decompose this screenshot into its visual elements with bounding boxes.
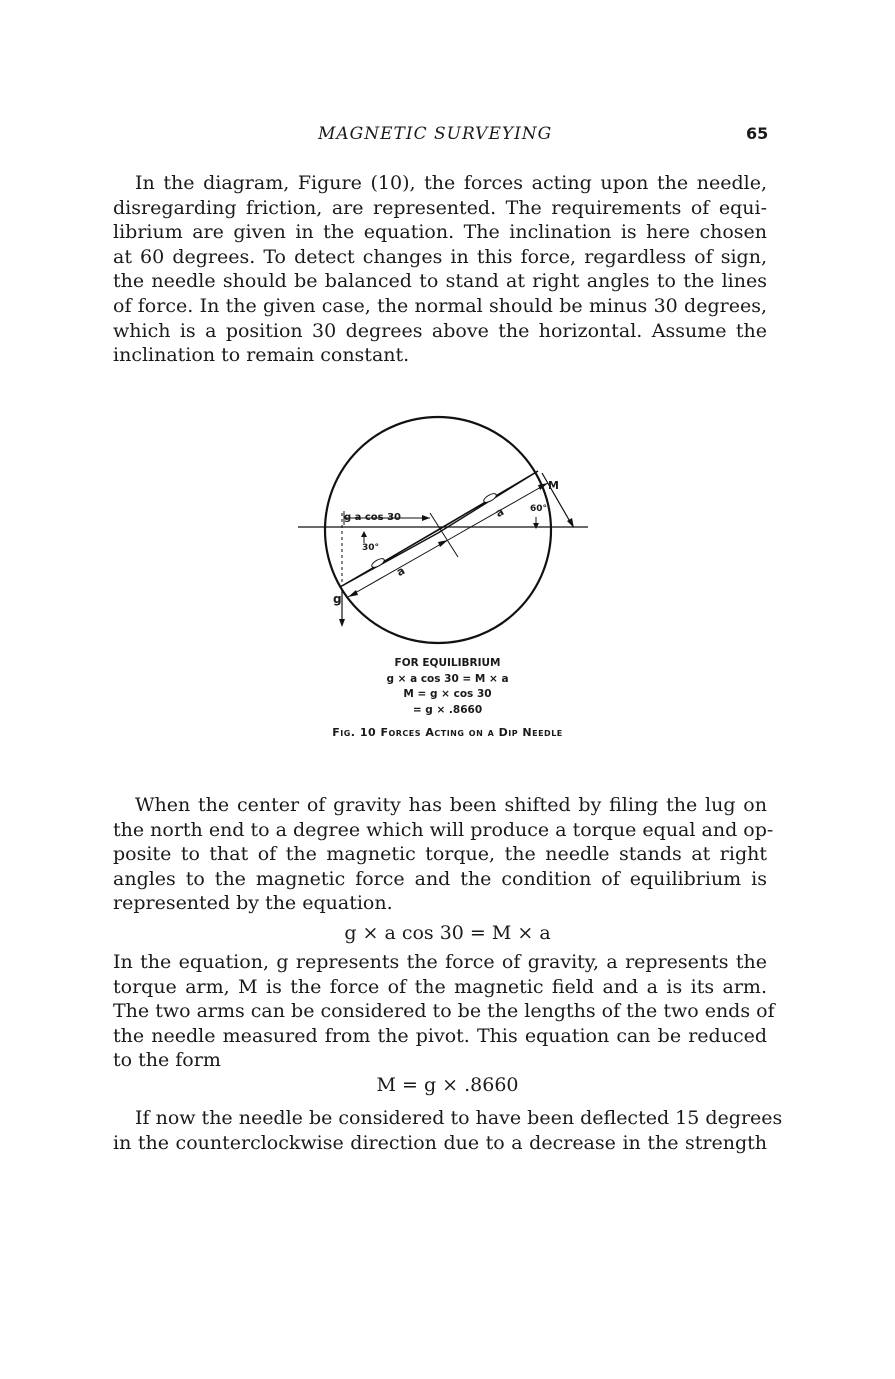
equation-equilibrium: g × a cos 30 = M × a [344,922,551,944]
paragraph-line: In the diagram, Figure (10), the forces acting upon the needle, [135,172,767,194]
paragraph-line: in the counterclockwise direction due to a decrease in the strength [113,1131,767,1154]
paragraph-line: angles to the magnetic force and the condition of equilibrium is [113,867,767,890]
label-angle-60: 60° [530,504,548,514]
paragraph-line: If now the needle be considered to have been deflected 15 degrees [135,1107,783,1129]
needle-lug [482,492,497,504]
paragraph-line: of force. In the given case, the normal should be minus 30 degrees, [113,294,767,317]
paragraph-4 [113,1106,783,1155]
caption-line: g × a cos 30 = M × a [386,672,509,685]
page-number: 65 [746,124,769,143]
paragraph-line: which is a position 30 degrees above the horizontal. Assume the [113,319,767,342]
needle-axis [340,471,538,587]
arrow-head [361,531,367,537]
arrow-head [339,619,345,627]
caption-line: M = g × cos 30 [403,688,492,700]
equation-reduced: M = g × .8660 [376,1074,519,1096]
paragraph-line: represented by the equation. [113,892,393,915]
arrow-head [422,515,430,521]
paragraph-line: the needle should be balanced to stand at right angles to the lines [113,270,767,293]
label-a-cos-30: g a cos 30 [344,512,402,523]
figure-title: Fig. 10 Forces Acting on a Dip Needle [332,726,563,739]
caption-line: = g × .8660 [412,703,483,716]
label-angle-30: 30° [362,543,380,553]
paragraph-3 [113,950,775,1073]
paragraph-line: When the center of gravity has been shifted by filing the lug on [135,794,767,816]
figure-equilibrium-caption [0,656,895,718]
caption-line: FOR EQUILIBRIUM [394,657,501,669]
dip-needle-diagram [290,405,610,655]
paragraph-line: at 60 degrees. To detect changes in this force, regardless of sign, [113,245,767,268]
arrow-head [438,540,448,547]
paragraph-2 [113,793,774,916]
label-a-upper: a [493,505,507,520]
arrow-head [533,523,539,529]
label-a-lower: a [394,564,408,579]
paragraph-line: posite to that of the magnetic torque, the needle stands at right [113,843,767,866]
paragraph-line: torque arm, M is the force of the magnetic field and a is its arm. [113,975,767,998]
paragraph-1 [113,171,767,368]
paragraph-line: to the form [113,1049,221,1072]
paragraph-line: disregarding friction, are represented. The requirements of equi- [113,196,767,219]
paragraph-line: In the equation, g represents the force of gravity, a represents the [113,951,767,973]
running-head [0,124,895,148]
needle-lug [370,557,385,569]
paragraph-line: librium are given in the equation. The inclination is here chosen [113,221,767,244]
paragraph-line: The two arms can be considered to be the lengths of the two ends of [113,1000,775,1023]
label-g: g [333,592,342,606]
arrow-head [348,590,358,597]
paragraph-line: the north end to a degree which will produce a torque equal and op- [113,818,774,841]
dip-needle-figure [290,405,610,655]
paragraph-line: the needle measured from the pivot. This equation can be reduced [113,1024,767,1047]
running-title: MAGNETIC SURVEYING [318,124,553,144]
paragraph-line: inclination to remain constant. [113,344,410,367]
label-m: M [548,479,559,492]
